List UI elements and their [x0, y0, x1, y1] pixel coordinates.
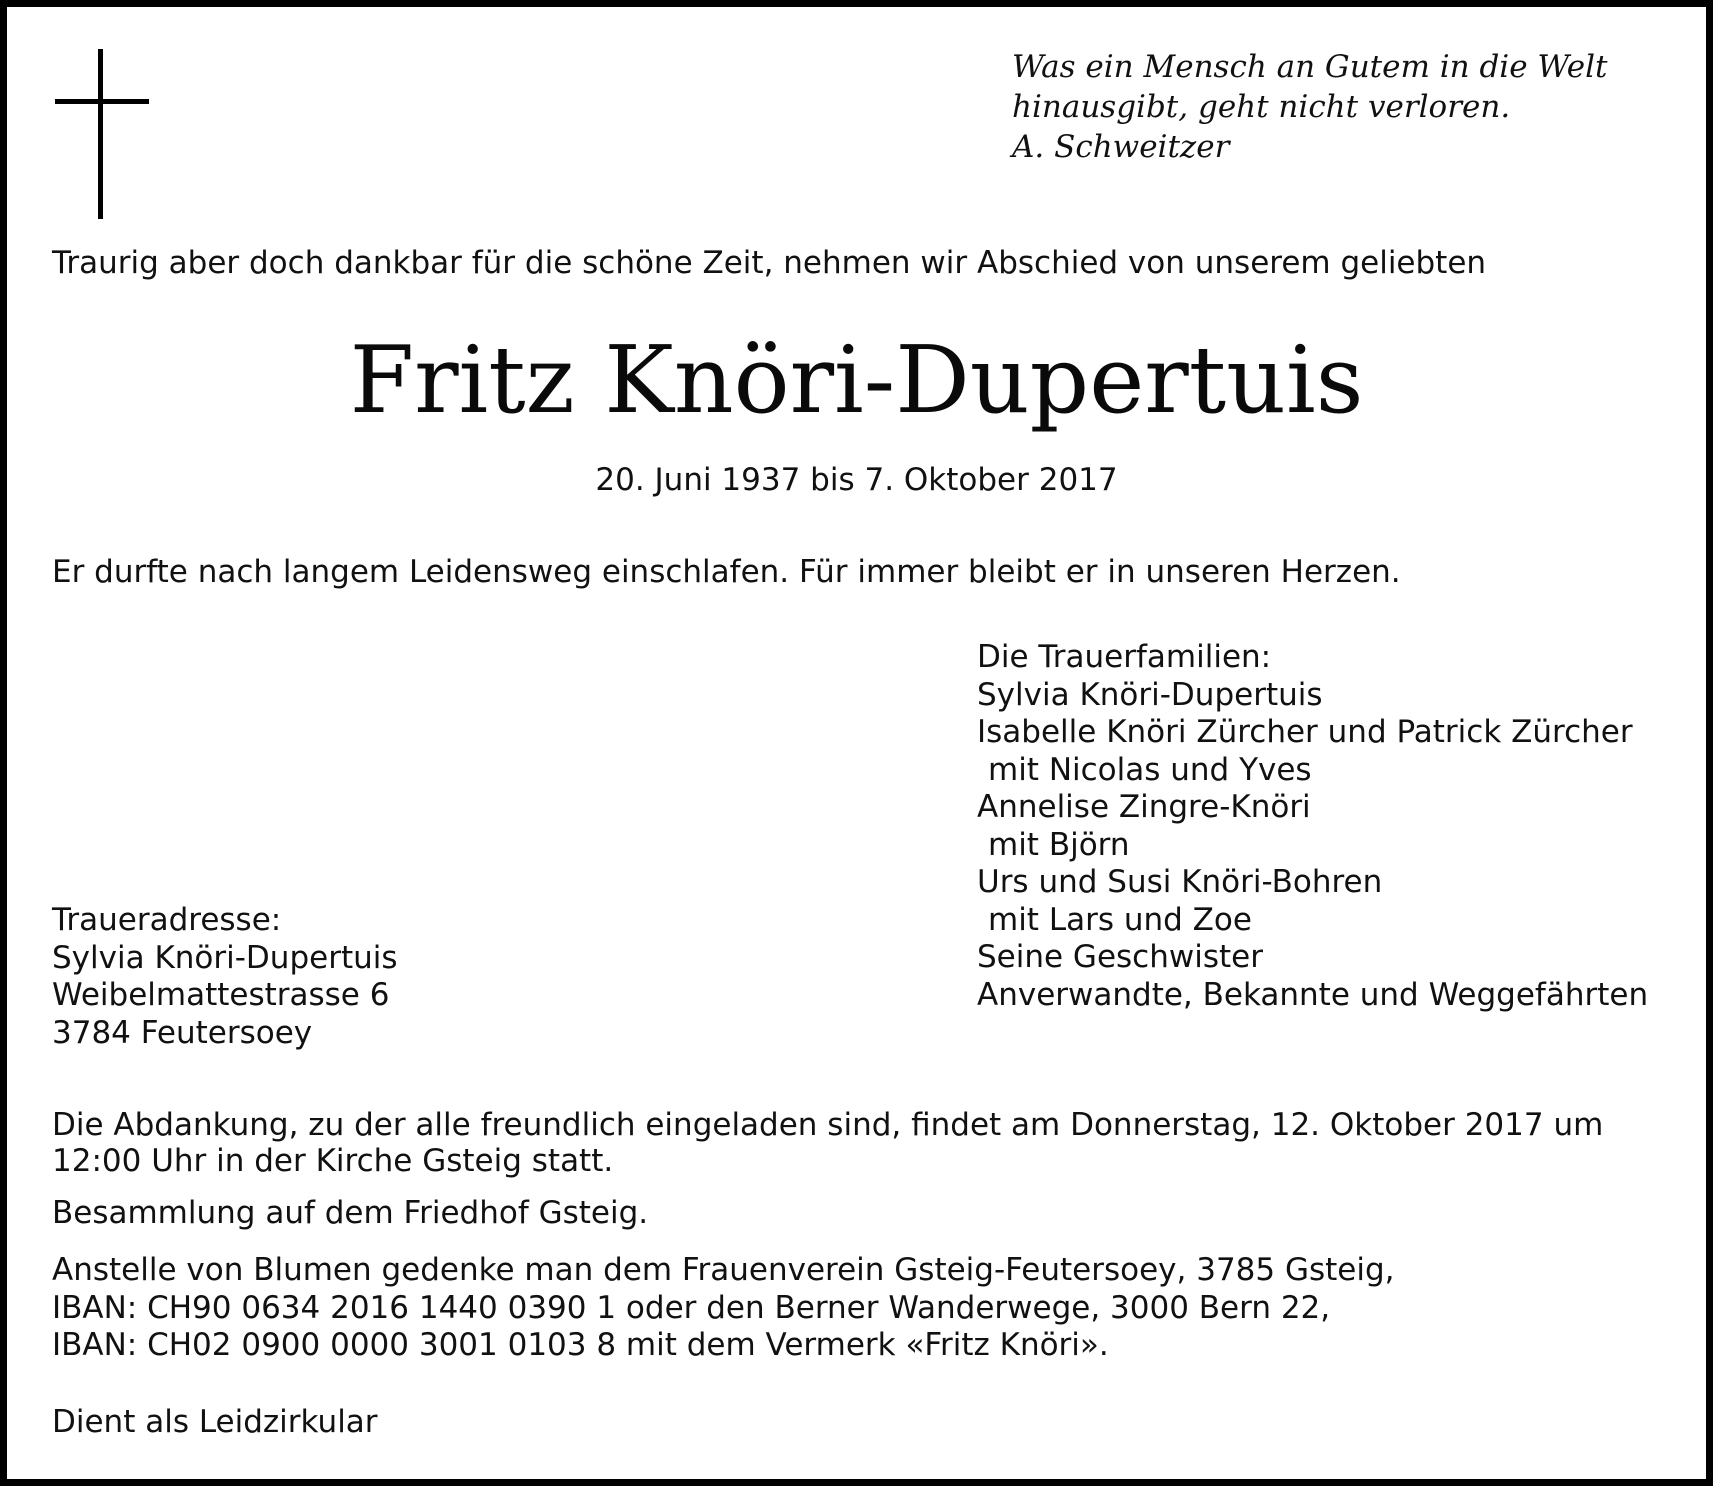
epigraph-quote	[1012, 47, 1692, 167]
family-line: mit Lars und Zoe	[988, 901, 1252, 938]
family-line: mit Nicolas und Yves	[988, 751, 1312, 788]
service-line: Die Abdankung, zu der alle freundlich eingeladen sind, findet am Donnerstag, 12. Oktober 2017 um	[52, 1107, 1604, 1143]
address-line: 3784 Feutersoey	[52, 1014, 313, 1051]
family-line: Urs und Susi Knöri-Bohren	[977, 864, 1383, 900]
farewell-message: Er durfte nach langem Leidensweg einschlafen. Für immer bleibt er in unseren Herzen.	[52, 554, 1401, 590]
life-dates: 20. Juni 1937 bis 7. Oktober 2017	[595, 462, 1118, 498]
service-line: 12:00 Uhr in der Kirche Gsteig statt.	[52, 1143, 614, 1179]
address-line: Weibelmattestrasse 6	[52, 977, 390, 1013]
family-line: Sylvia Knöri-Dupertuis	[977, 676, 1323, 713]
quote-author: A. Schweitzer	[1012, 129, 1230, 165]
donation-line: IBAN: CH90 0634 2016 1440 0390 1 oder den Berner Wanderwege, 3000 Bern 22,	[52, 1289, 1331, 1326]
cross-icon	[55, 49, 149, 219]
donation-line: Anstelle von Blumen gedenke man dem Frauenverein Gsteig-Feutersoey, 3785 Gsteig,	[52, 1252, 1395, 1288]
service-info	[52, 1107, 1682, 1179]
quote-line: Was ein Mensch an Gutem in die Welt	[1012, 49, 1608, 85]
family-line: Anverwandte, Bekannte und Weggefährten	[977, 976, 1649, 1013]
family-line: Seine Geschwister	[977, 939, 1263, 975]
address-line: Sylvia Knöri-Dupertuis	[52, 939, 398, 976]
deceased-name: Fritz Knöri-Dupertuis	[349, 326, 1364, 434]
mourning-families	[977, 639, 1648, 1014]
family-line: mit Björn	[988, 826, 1130, 863]
mourning-address	[52, 902, 398, 1052]
families-heading: Die Trauerfamilien:	[977, 639, 1272, 675]
donation-info	[52, 1252, 1395, 1365]
intro-text: Traurig aber doch dankbar für die schöne Zeit, nehmen wir Abschied von unserem geliebten	[52, 245, 1487, 281]
donation-line: IBAN: CH02 0900 0000 3001 0103 8 mit dem Vermerk «Fritz Knöri».	[52, 1327, 1109, 1363]
family-line: Annelise Zingre-Knöri	[977, 789, 1311, 825]
family-line: Isabelle Knöri Zürcher und Patrick Zürcher	[977, 714, 1633, 750]
quote-line: hinausgibt, geht nicht verloren.	[1012, 89, 1511, 125]
gathering-info: Besammlung auf dem Friedhof Gsteig.	[52, 1195, 649, 1231]
circular-note: Dient als Leidzirkular	[52, 1404, 378, 1440]
address-heading: Traueradresse:	[52, 902, 282, 938]
